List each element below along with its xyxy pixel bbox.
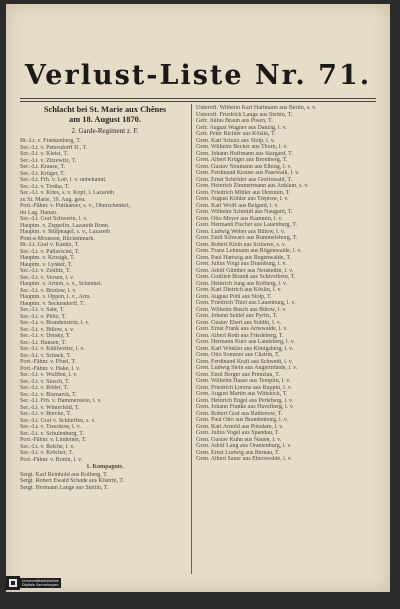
- list-item: Gren. Emil Berger aus Prenzlau, T.: [196, 371, 280, 378]
- list-item: Gren. Heinrich Engel aus Perleberg, l. v.: [196, 397, 294, 404]
- list-item: Sec.-Lt. v. Kleist, T.: [20, 151, 69, 157]
- list-item: Gren. Karl Schulz aus Stolp, l. v.: [196, 137, 275, 144]
- list-item: Sec.-Lt. Graf v. Schlieffen, s. v.: [20, 417, 96, 424]
- list-item: Sec.-Lt. v. Brandenstein, l. v.: [20, 320, 90, 326]
- list-item: Gren. Wilhelm Haase aus Templin, l. v.: [196, 378, 291, 384]
- list-item: Sec.-Lt. v. Petersdorff II., T.: [20, 144, 88, 151]
- list-item: Sec.-Lt. Krause, T.: [20, 164, 66, 170]
- list-item: Sec.-Lt. v. Kühlwetter, l. v.: [20, 346, 85, 352]
- list-item: Sec.-Lt. v. Plötz, T.: [20, 313, 67, 320]
- list-item: Gren. Otto Sommer aus Cüstrin, T.: [196, 352, 280, 358]
- list-item: Gren. Johann Hoffmann aus Stargard, T.: [196, 150, 293, 157]
- list-item: Gren. Karl Arnold aus Potsdam, l. v.: [196, 423, 284, 430]
- list-item: Sec.-Lt. Graf Schwerin, l. v.: [20, 216, 88, 222]
- list-item: Gren. Albert Sauer aus Eberswalde, l. v.: [196, 456, 292, 462]
- list-item: Sec.-Lt. v. Versen, l. v.: [20, 274, 75, 281]
- list-item: Sec.-Lt. v. Winterfeld, T.: [20, 404, 80, 411]
- list-item: 1. Kompagnie.: [86, 464, 124, 470]
- list-item: Gren. Hermann Fischer aus Lauenburg, T.: [196, 222, 297, 228]
- list-item: Sergt. Karl Reinhold aus Kolberg, T.: [20, 471, 108, 478]
- list-item: Unteroff. Wilhelm Karl Hartmann aus Berlin, s. v.: [196, 105, 317, 111]
- list-item: Hauptm. v. Krosigk, T.: [20, 255, 75, 261]
- list-item: Gren. Wilhelm Becker aus Thorn, l. v.: [196, 144, 288, 150]
- list-item: Gren. Ferdinand Krause aus Pasewalk, l. v.: [196, 170, 300, 176]
- list-item: Gren. Otto Meyer aus Kammin, l. v.: [196, 215, 283, 222]
- list-item: Hauptm. v. Zeppelin, Lazareth Bonn.: [20, 222, 110, 229]
- list-item: Gren. Emil Schwarz aus Rummelsburg, T.: [196, 235, 298, 241]
- left-entries: [20, 138, 190, 491]
- list-item: Gren. Julius Vogel aus Spandau, T.: [196, 430, 280, 436]
- library-stamp-tab: [6, 576, 20, 590]
- title-rule-bottom: [20, 101, 376, 102]
- list-item: Port.-Fähnr. v. Pfuel, T.: [20, 359, 77, 365]
- list-item: Port.-Fähnr. v. Bonin, l. v.: [20, 456, 83, 463]
- list-item: Gefr. Peter Richter aus Köslin, T.: [196, 131, 276, 137]
- right-entries: [196, 105, 366, 463]
- list-item: Hauptm. v. Stülpnagel, s. v., Lazareth: [20, 229, 111, 235]
- list-item: Sec.-Lt. v. Kröcher, T.: [20, 450, 74, 456]
- list-item: Gren. Paul Hartwig aus Regenwalde, T.: [196, 254, 292, 261]
- list-item: Gren. Wilhelm Busch aus Bütow, l. v.: [196, 306, 287, 313]
- list-item: Gren. Johann Franke aus Havelberg, l. v.: [196, 404, 294, 410]
- list-item: Gren. Friedrich Lorenz aus Ruppin, l. v.: [196, 384, 292, 391]
- document-page: [6, 4, 390, 592]
- list-item: Gren. August Köhler aus Treptow, l. v.: [196, 196, 289, 202]
- right-column: [196, 105, 366, 575]
- column-divider: [191, 104, 192, 574]
- list-item: Gren. Ernst Frank aus Arnswalde, l. v.: [196, 326, 288, 332]
- list-item: Sec.-Lt. Hansen, T.: [20, 339, 67, 346]
- page-title: Verlust-Liste Nr. 71.: [24, 60, 372, 91]
- list-item: Gren. Robert Klein aus Schlawe, s. v.: [196, 241, 286, 248]
- heading-line: Schlacht bei St. Marie aux Chênes: [43, 105, 167, 114]
- section-heading: [20, 105, 190, 125]
- list-item: Gren. Julius Voigt aus Dramburg, l. v.: [196, 261, 287, 267]
- list-item: Gren. Robert Graf aus Rathenow, T.: [196, 410, 283, 417]
- list-item: Sec.-Lt. v. Trotha, T.: [20, 183, 70, 190]
- library-logo-icon: [9, 579, 17, 587]
- list-item: Gren. Ludwig Weber aus Bütow, l. v.: [196, 228, 285, 235]
- list-item: Sergt. Hermann Lange aus Stettin, T.: [20, 484, 109, 491]
- list-item: Gren. Heinrich Zimmermann aus Anklam, s. v.: [196, 183, 309, 189]
- list-item: Sec.-Lt. Frh. v. Hammerstein, l. v.: [20, 398, 102, 404]
- list-item: Gren. August Pohl aus Stolp, T.: [196, 293, 272, 300]
- list-item: Port.-Fähnr. v. Lindeiner, T.: [20, 437, 87, 443]
- list-item: Br.-Lt. Graf v. Kanitz, T.: [20, 242, 80, 248]
- list-item: Sec.-Lt. v. Wulffen, l. v.: [20, 372, 78, 378]
- list-item: Gren. Gustav Neumann aus Elbing, l. v.: [196, 163, 292, 170]
- list-item: Gren. Hermann Kurz aus Landsberg, l. v.: [196, 339, 295, 345]
- list-item: Sec.-Lt. v. Dresky, T.: [20, 333, 71, 339]
- list-item: Gren. Albert Krüger aus Bromberg, T.: [196, 157, 288, 163]
- list-item: Gefr. Julius Braun aus Posen, T.: [196, 118, 273, 124]
- list-item: Gren. Karl Dietrich aus Köslin, l. v.: [196, 287, 282, 293]
- list-item: Gren. Karl Winkler aus Königsberg, l. v.: [196, 345, 294, 352]
- stamp-line: Universitätsbibliothek: [22, 579, 60, 583]
- list-item: Gren. Johann Seidel aus Pyritz, T.: [196, 313, 278, 319]
- list-item: Gren. Ernst Schröder aus Greifswald, T.: [196, 176, 293, 183]
- list-item: Sec.-Lt. v. Bredow, l. v.: [20, 287, 77, 294]
- list-item: Sec.-Lt. v. Schack, T.: [20, 352, 72, 359]
- list-item: Sec.-Lt. v. Zedlitz, T.: [20, 268, 71, 274]
- list-item: Sec.-Lt. v. Borcke, T.: [20, 411, 72, 417]
- list-item: Sec.-Lt. v. Pallavicini, T.: [20, 248, 80, 255]
- list-item: zu St. Marie, 19. Aug. gest.: [20, 196, 86, 203]
- list-item: Sec.-Lt. v. Schulenburg, T.: [20, 430, 84, 437]
- list-item: Gren. Gustav Ebert aus Soldin, l. v.: [196, 319, 281, 326]
- list-item: Gren. Gustav Kuhn aus Nauen, l. v.: [196, 436, 282, 443]
- list-item: im Lag. Hanau.: [20, 209, 58, 216]
- list-item: Sergt. Robert Ewald Schade aus Küstrin, T.: [20, 478, 125, 484]
- list-item: Gren. Adolf Lang aus Oranienburg, l. v.: [196, 443, 292, 449]
- list-item: Gren. Franz Lehmann aus Rügenwalde, l. v.: [196, 248, 302, 254]
- list-item: Sec.-Lt. v. Tresckow, l. v.: [20, 424, 81, 430]
- list-item: Gren. Heinrich Jung aus Kolberg, l. v.: [196, 280, 288, 287]
- list-item: Br.-Lt. v. Frankenberg, T.: [20, 138, 81, 144]
- list-item: Sec.-Lt. Frh. v. Loë, l. v. unbekannt.: [20, 177, 107, 183]
- title-rule-top: [20, 98, 376, 99]
- list-item: Gren. Adolf Günther aus Neustettin, l. v.: [196, 267, 294, 274]
- list-item: Sec.-Lt. v. Stosch, T.: [20, 378, 70, 385]
- list-item: Gren. August Martin aus Wittstock, T.: [196, 391, 288, 397]
- list-item: Gren. Karl Wolff aus Belgard, l. v.: [196, 202, 279, 209]
- list-item: Gren. Ernst Ludwig aus Bernau, T.: [196, 449, 280, 456]
- list-item: Hauptm. v. Oppen, l. v., Arm.: [20, 294, 91, 300]
- list-item: Pont-à-Mousson, Rückenmark.: [20, 235, 95, 242]
- heading-line: am 18. August 1870.: [69, 115, 141, 124]
- list-item: Sec.-Lt. v. Zitzewitz, T.: [20, 157, 77, 164]
- list-item: Gefr. August Wagner aus Danzig, l. v.: [196, 124, 287, 131]
- list-item: Gren. Ludwig Stein aus Angermünde, l. v.: [196, 365, 298, 371]
- list-item: Sec.-Lt. Krüger, T.: [20, 170, 65, 177]
- list-item: Sec.-Lt. v. Bismarck, T.: [20, 391, 77, 398]
- list-item: Hauptm. v. Arnim, s. v., Schenkel.: [20, 281, 103, 287]
- list-item: Gren. Friedrich Thiel aus Lauenburg, l. v.: [196, 300, 296, 306]
- list-item: Unteroff. Friedrich Lange aus Stettin, T.: [196, 111, 293, 118]
- list-item: Sec.-Lt. v. Reiche, l. v.: [20, 443, 75, 450]
- list-item: Gren. Albert Roth aus Friedeberg, T.: [196, 332, 284, 339]
- list-item: Sec.-Lt. v. Sahr, T.: [20, 307, 65, 313]
- list-item: Hauptm. v. Seckendorff, T.: [20, 300, 85, 307]
- stamp-line: Digitale Sammlungen: [22, 583, 59, 587]
- list-item: Gren. Ferdinand Kraft aus Schwedt, l. v.: [196, 358, 293, 365]
- list-item: Sec.-Lt. v. Kries, s. v. Kopf, i. Lazareth: [20, 190, 115, 196]
- list-item: Port.-Fähnr. v. Puttkamer, s. v., Oberschenkel,: [20, 203, 131, 209]
- left-column: [20, 105, 190, 575]
- list-item: Port.-Fähnr. v. Hake, l. v.: [20, 365, 81, 372]
- list-item: Gren. Friedrich Müller aus Demmin, T.: [196, 189, 291, 196]
- list-item: Gren. Gottlieb Brandt aus Schivelbein, T.: [196, 274, 296, 280]
- regiment-heading: 2. Garde-Regiment z. F.: [71, 127, 139, 135]
- list-item: Sec.-Lt. v. Röder, T.: [20, 385, 69, 391]
- list-item: Sec.-Lt. v. Bülow, s. v.: [20, 326, 75, 333]
- library-stamp: [20, 578, 61, 588]
- list-item: Gren. Paul Otto aus Brandenburg, l. v.: [196, 417, 288, 423]
- list-item: Hauptm. v. Lynker, T.: [20, 261, 73, 268]
- list-item: Gren. Wilhelm Schmidt aus Naugard, T.: [196, 209, 293, 215]
